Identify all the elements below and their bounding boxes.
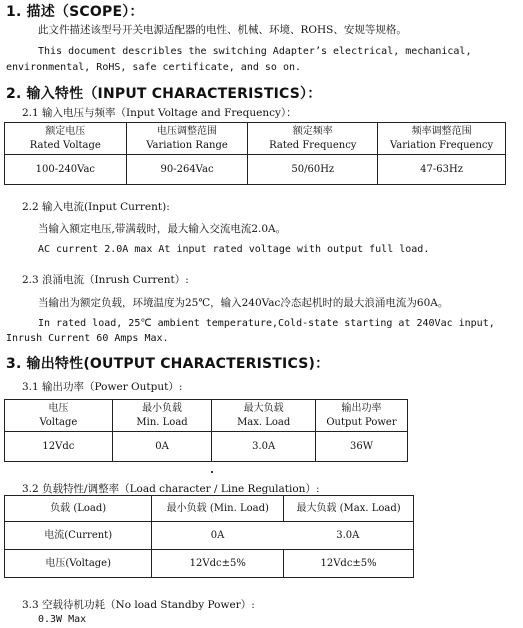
section-1-title: 1. 描述（SCOPE）： — [6, 4, 144, 20]
inrush-paragraph-cn: 当输出为额定负载，环境温度为25℃，输入240Vac冷态起机时的最大浪涌电流为60A。 — [38, 297, 449, 309]
row-current-value — [152, 522, 414, 550]
header-variation-frequency: 频率调整范围 Variation Frequency — [378, 123, 506, 155]
cell-variation-frequency: 47-63Hz — [378, 155, 506, 185]
cell-output-power: 36W — [315, 432, 407, 462]
current-max: 3.0A — [336, 529, 360, 541]
load-regulation-table — [4, 495, 414, 578]
subsection-2-3-title: 2.3 浪涌电流（Inrush Current）: — [22, 274, 189, 286]
scope-paragraph-en-line2: environmental, RoHS, safe certificate, and so on. — [6, 62, 302, 73]
cell-variation-range: 90-264Vac — [126, 155, 248, 185]
subsection-3-1-title: 3.1 输出功率（Power Output）: — [22, 381, 183, 393]
subsection-2-1-title: 2.1 输入电压与频率（Input Voltage and Frequency）： — [22, 107, 297, 119]
header-rated-frequency: 额定频率 Rated Frequency — [248, 123, 378, 155]
current-min: 0A — [210, 529, 225, 541]
scope-paragraph-en-line1: This document describles the switching Adapter’s electrical, mechanical, — [38, 46, 472, 57]
subsection-3-2-title: 3.2 负载特性/调整率（Load character / Line Regulation）: — [22, 483, 320, 495]
subsection-2-2-title: 2.2 输入电流(Input Current): — [22, 201, 170, 213]
input-voltage-table — [4, 122, 506, 185]
header-output-power: 输出功率 Output Power — [315, 400, 407, 432]
header-load: 负载 (Load) — [5, 496, 152, 522]
header-variation-range: 电压调整范围 Variation Range — [126, 123, 248, 155]
cell-min-load: 0A — [112, 432, 212, 462]
section-3-title: 3. 输出特性(OUTPUT CHARACTERISTICS)： — [6, 356, 330, 372]
stray-dot — [211, 471, 213, 473]
standby-power-value: 0.3W Max — [38, 614, 87, 625]
cell-rated-frequency: 50/60Hz — [248, 155, 378, 185]
row-current-label: 电流(Current) — [5, 522, 152, 550]
header-rated-voltage: 额定电压 Rated Voltage — [5, 123, 127, 155]
row-voltage-label: 电压(Voltage) — [5, 550, 152, 578]
cell-max-load: 3.0A — [212, 432, 316, 462]
section-2-title: 2. 输入特性（INPUT CHARACTERISTICS）： — [6, 86, 322, 102]
input-current-paragraph-cn: 当输入额定电压,带满载时，最大输入交流电流2.0A。 — [38, 223, 287, 235]
voltage-max: 12Vdc±5% — [284, 550, 414, 578]
header-min-load-2: 最小负载 (Min. Load) — [152, 496, 284, 522]
inrush-paragraph-en-line1: In rated load, 25℃ ambient temperature,Cold-state starting at 240Vac input, — [38, 318, 495, 329]
power-output-table — [4, 399, 408, 462]
header-max-load-2: 最大负载 (Max. Load) — [284, 496, 414, 522]
header-min-load: 最小负载 Min. Load — [112, 400, 212, 432]
subsection-3-3-title: 3.3 空载待机功耗（No load Standby Power）: — [22, 599, 255, 611]
voltage-min: 12Vdc±5% — [152, 550, 284, 578]
cell-voltage: 12Vdc — [5, 432, 113, 462]
cell-rated-voltage: 100-240Vac — [5, 155, 127, 185]
header-max-load: 最大负载 Max. Load — [212, 400, 316, 432]
scope-paragraph-cn: 此文件描述该型号开关电源适配器的电性、机械、环境、ROHS、安规等规格。 — [38, 24, 407, 36]
input-current-paragraph-en: AC current 2.0A max At input rated voltage with output full load. — [38, 244, 430, 255]
header-voltage: 电压 Voltage — [5, 400, 113, 432]
inrush-paragraph-en-line2: Inrush Current 60 Amps Max. — [6, 333, 169, 344]
